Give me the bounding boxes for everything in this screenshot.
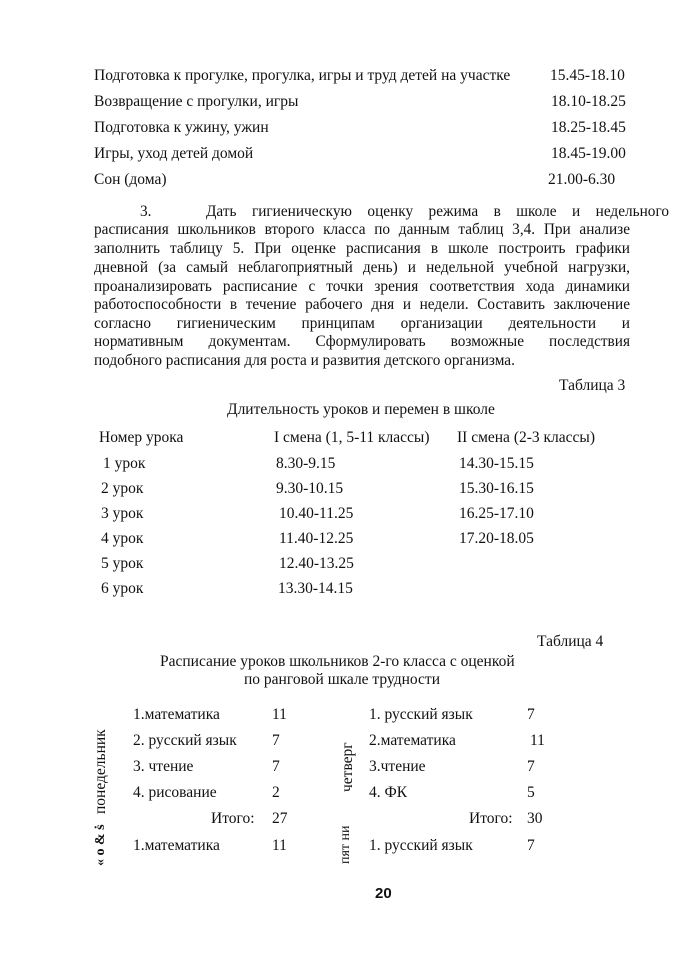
lesson-score: 11 (530, 732, 545, 749)
table3-cell: 12.40-13.25 (279, 555, 354, 572)
table3-header: I смена (1, 5-11 классы) (274, 429, 430, 446)
schedule-time: 21.00-6.30 (548, 171, 616, 188)
table3-cell: 13.30-14.15 (278, 580, 353, 597)
total-label: Итого: (211, 810, 255, 827)
lesson-score: 11 (272, 706, 287, 723)
total-label: Итого: (469, 810, 513, 827)
lesson-subject: 3. чтение (133, 758, 194, 775)
task-line: проанализировать расписание с точки зрения соответствия хода динамики (94, 278, 630, 295)
total-value: 30 (527, 810, 543, 827)
table3-cell: 4 урок (101, 530, 144, 547)
task-line: расписания школьников второго класса по данным таблиц 3,4. При анализе (94, 221, 630, 238)
table3-cell: 2 урок (101, 480, 144, 497)
task-line: подобного расписания для роста и развития детского организма. (94, 352, 515, 369)
table3-cell: 17.20-18.05 (459, 530, 534, 547)
lesson-score: 5 (527, 784, 535, 801)
task-number: 3. (140, 203, 152, 220)
table4-title: Расписание уроков школьников 2-го класса с оценкой (160, 653, 515, 670)
lesson-subject: 2. русский язык (133, 732, 237, 749)
table3-cell: 3 урок (101, 505, 144, 522)
lesson-subject: 4. ФК (369, 784, 408, 801)
table3-cell: 15.30-16.15 (459, 480, 534, 497)
task-line: дневной (за самый неблагоприятный день) и недельной учебной нагрузки, (94, 259, 630, 276)
lesson-score: 11 (272, 837, 287, 854)
lesson-subject: 1. русский язык (369, 837, 473, 854)
table3-title: Длительность уроков и перемен в школе (227, 401, 495, 418)
lesson-score: 7 (527, 758, 535, 775)
lesson-subject: 1. русский язык (369, 706, 473, 723)
table3-header: II смена (2-3 классы) (457, 429, 595, 446)
lesson-subject: 3.чтение (369, 758, 426, 775)
total-value: 27 (272, 810, 288, 827)
lesson-score: 7 (527, 706, 535, 723)
page-number: 20 (375, 885, 392, 902)
lesson-subject: 1.математика (133, 837, 220, 854)
day-label-monday: понедельник (92, 729, 109, 814)
task-line: согласно гигиеническим принципам организации деятельности и (94, 315, 630, 332)
schedule-activity: Игры, уход детей домой (94, 145, 254, 162)
task-line: нормативным документам. Сформулировать возможные последствия (94, 333, 630, 350)
schedule-time: 15.45-18.10 (550, 67, 625, 84)
lesson-subject: 2.математика (369, 732, 456, 749)
table4-label: Таблица 4 (537, 633, 604, 650)
schedule-activity: Сон (дома) (94, 171, 167, 188)
table3-header: Номер урока (99, 429, 184, 446)
table3-cell: 14.30-15.15 (459, 455, 534, 472)
schedule-time: 18.45-19.00 (551, 145, 626, 162)
day-label-tuesday: « о & ṡ (93, 824, 108, 866)
table3-cell: 1 урок (103, 455, 146, 472)
table3-label: Таблица 3 (559, 377, 626, 394)
day-label-friday: пят ни (338, 825, 353, 864)
table3-cell: 5 урок (101, 555, 144, 572)
task-line: работоспособности в течение рабочего дня и недели. Составить заключение (94, 296, 630, 313)
table3-cell: 9.30-10.15 (276, 480, 344, 497)
lesson-score: 7 (272, 732, 280, 749)
schedule-time: 18.25-18.45 (551, 119, 626, 136)
day-label-thursday: четверг (339, 742, 356, 792)
lesson-subject: 4. рисование (133, 784, 217, 801)
schedule-activity: Подготовка к прогулке, прогулка, игры и труд детей на участке (94, 67, 511, 84)
table3-cell: 11.40-12.25 (279, 530, 354, 547)
table3-cell: 8.30-9.15 (276, 455, 336, 472)
table3-cell: 6 урок (101, 580, 144, 597)
table4-title: по ранговой шкале трудности (244, 671, 440, 688)
schedule-time: 18.10-18.25 (551, 93, 626, 110)
table3-cell: 10.40-11.25 (279, 505, 354, 522)
task-line: Дать гигиеническую оценку режима в школе и недельного (206, 203, 669, 220)
table3-cell: 16.25-17.10 (459, 505, 534, 522)
task-line: заполнить таблицу 5. При оценке расписания в школе построить графики (94, 240, 630, 257)
schedule-activity: Подготовка к ужину, ужин (94, 119, 269, 136)
lesson-score: 7 (272, 758, 280, 775)
lesson-score: 7 (527, 837, 535, 854)
lesson-subject: 1.математика (133, 706, 220, 723)
lesson-score: 2 (272, 784, 280, 801)
schedule-activity: Возвращение с прогулки, игры (94, 93, 299, 110)
